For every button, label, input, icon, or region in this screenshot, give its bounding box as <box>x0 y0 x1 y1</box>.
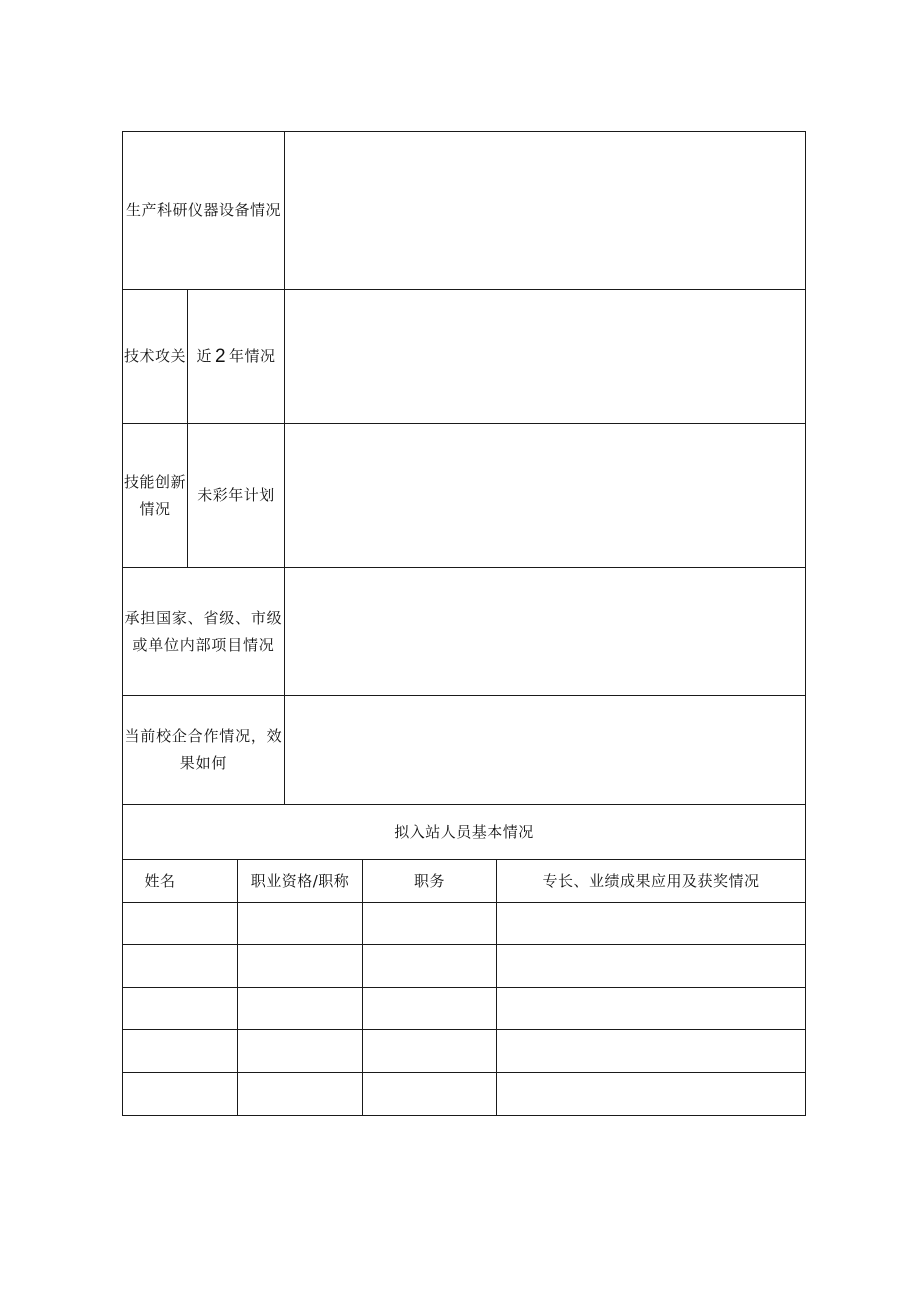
staff-cell-achievements[interactable] <box>497 1073 805 1115</box>
projects-label <box>123 568 284 695</box>
staff-cell-achievements[interactable] <box>497 945 805 987</box>
staff-cell-name[interactable] <box>123 988 237 1029</box>
staff-cell-name[interactable] <box>123 1030 237 1072</box>
staff-cell-position[interactable] <box>363 945 496 987</box>
cooperation-label <box>123 696 284 804</box>
equipment-value-cell[interactable] <box>285 132 805 289</box>
staff-header-qualification-text: 职业资格/职称 <box>250 871 350 890</box>
staff-header-qualification <box>238 860 362 902</box>
staff-header-name-text: 姓名 <box>144 871 176 890</box>
sublabel-prefix: 近 <box>196 347 212 365</box>
table-border-right <box>805 131 806 1116</box>
staff-section-title-text: 拟入站人员基本情况 <box>394 822 534 841</box>
staff-cell-name[interactable] <box>123 1073 237 1115</box>
equipment-label <box>123 132 284 289</box>
table-border-bottom <box>122 1115 806 1116</box>
staff-cell-name[interactable] <box>123 945 237 987</box>
staff-cell-position[interactable] <box>363 903 496 944</box>
skill-innovation-label <box>123 424 187 567</box>
tech-breakthrough-label <box>123 290 187 423</box>
staff-cell-qualification[interactable] <box>238 1073 362 1115</box>
skill-innovation-label-line2: 情况 <box>139 499 171 518</box>
projects-label-line1: 承担国家、省级、市级 <box>124 608 283 627</box>
skill-innovation-sublabel-text: 未彩年计划 <box>197 486 275 504</box>
projects-label-line2: 或单位内部项目情况 <box>132 635 275 654</box>
skill-innovation-value-cell[interactable] <box>285 424 805 567</box>
tech-breakthrough-value-cell[interactable] <box>285 290 805 423</box>
equipment-label-text: 生产科研仪器设备情况 <box>125 201 281 219</box>
tech-breakthrough-sublabel <box>188 290 284 423</box>
staff-header-achievements <box>497 860 805 902</box>
cooperation-label-line2: 果如何 <box>179 754 228 772</box>
staff-cell-qualification[interactable] <box>238 1030 362 1072</box>
cooperation-label-line1: 当前校企合作情况，效 <box>124 727 283 745</box>
staff-header-position-text: 职务 <box>413 871 445 890</box>
staff-cell-position[interactable] <box>363 1073 496 1115</box>
skill-innovation-label-line1: 技能创新 <box>123 472 186 491</box>
staff-cell-qualification[interactable] <box>238 903 362 944</box>
skill-innovation-sublabel <box>188 424 284 567</box>
staff-section-title <box>123 805 805 859</box>
staff-cell-position[interactable] <box>363 988 496 1029</box>
staff-header-position <box>363 860 496 902</box>
staff-cell-name[interactable] <box>123 903 237 944</box>
staff-cell-qualification[interactable] <box>238 988 362 1029</box>
staff-cell-achievements[interactable] <box>497 988 805 1029</box>
sublabel-number: 2 <box>214 346 227 367</box>
staff-header-achievements-text: 专长、业绩成果应用及获奖情况 <box>542 871 760 890</box>
tech-breakthrough-label-text: 技术攻关 <box>123 347 186 365</box>
staff-cell-qualification[interactable] <box>238 945 362 987</box>
sublabel-suffix: 年情况 <box>229 347 276 365</box>
staff-header-name <box>123 860 197 902</box>
staff-cell-achievements[interactable] <box>497 903 805 944</box>
staff-cell-position[interactable] <box>363 1030 496 1072</box>
staff-cell-achievements[interactable] <box>497 1030 805 1072</box>
projects-value-cell[interactable] <box>285 568 805 695</box>
cooperation-value-cell[interactable] <box>285 696 805 804</box>
